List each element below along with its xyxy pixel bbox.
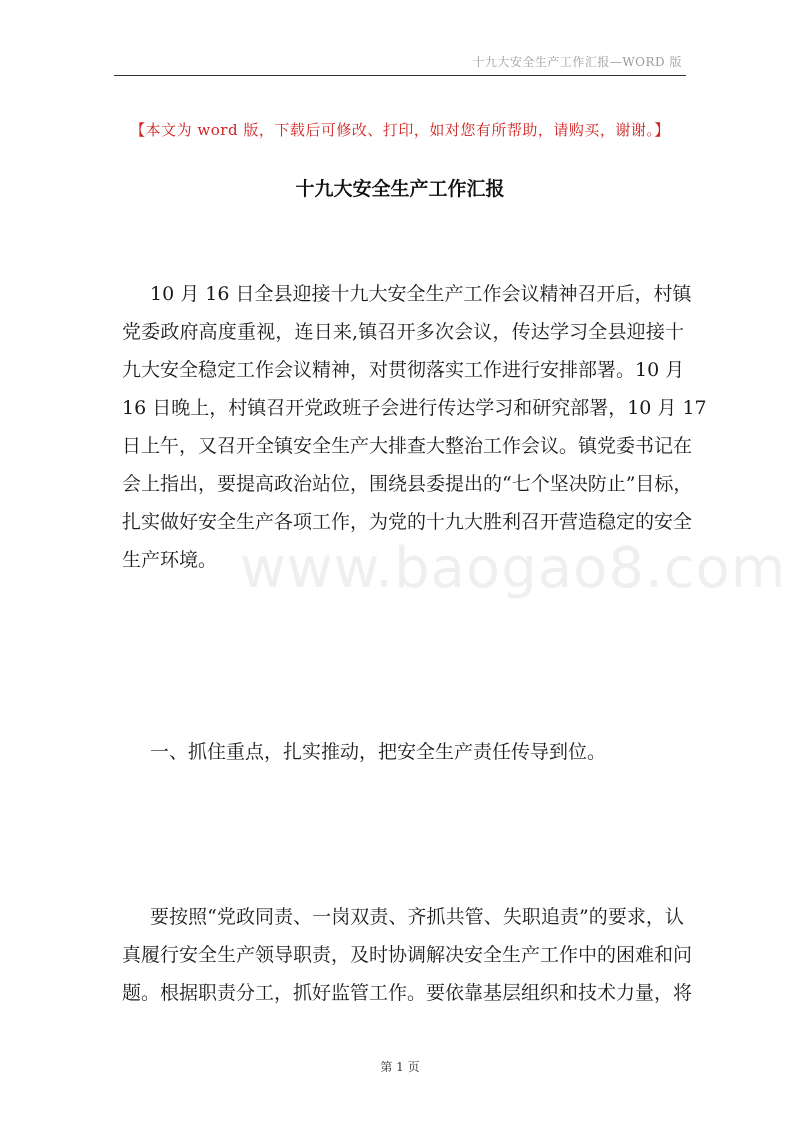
paragraph-line: 九大安全稳定工作会议精神，对贯彻落实工作进行安排部署。10 月 [122, 359, 685, 381]
paragraph-2 [122, 898, 693, 1012]
paragraph-line: 党委政府高度重视，连日来,镇召开多次会议，传达学习全县迎接十 [122, 321, 684, 343]
page-number: 第 1 页 [380, 1060, 420, 1074]
paragraph-line: 10 月 16 日全县迎接十九大安全生产工作会议精神召开后，村镇 [150, 283, 692, 305]
watermark: www.baogao8.com [240, 536, 787, 601]
paragraph-1 [122, 275, 707, 579]
paragraph-line: 题。根据职责分工，抓好监管工作。要依靠基层组织和技术力量，将 [122, 982, 693, 1004]
paragraph-line: 日上午，又召开全镇安全生产大排查大整治工作会议。镇党委书记在 [122, 435, 693, 457]
header-rule [114, 75, 686, 76]
paragraph-line: 16 日晚上，村镇召开党政班子会进行传达学习和研究部署，10 月 17 [122, 397, 707, 419]
paragraph-line: 扎实做好安全生产各项工作，为党的十九大胜利召开营造稳定的安全 [122, 511, 693, 533]
purchase-notice: 【本文为 word 版，下载后可修改、打印，如对您有所帮助，请购买，谢谢。】 [130, 121, 670, 139]
running-header: 十九大安全生产工作汇报—WORD 版 [472, 55, 682, 69]
paragraph-line: 要按照“党政同责、一岗双责、齐抓共管、失职追责”的要求，认 [150, 906, 684, 928]
paragraph-line: 真履行安全生产领导职责，及时协调解决安全生产工作中的困难和问 [122, 944, 693, 966]
document-title: 十九大安全生产工作汇报 [295, 178, 505, 200]
paragraph-line: 生产环境。 [122, 549, 218, 571]
section-heading-1: 一、抓住重点，扎实推动，把安全生产责任传导到位。 [150, 741, 607, 763]
paragraph-line: 会上指出，要提高政治站位，围绕县委提出的“七个坚决防止”目标， [122, 473, 693, 495]
